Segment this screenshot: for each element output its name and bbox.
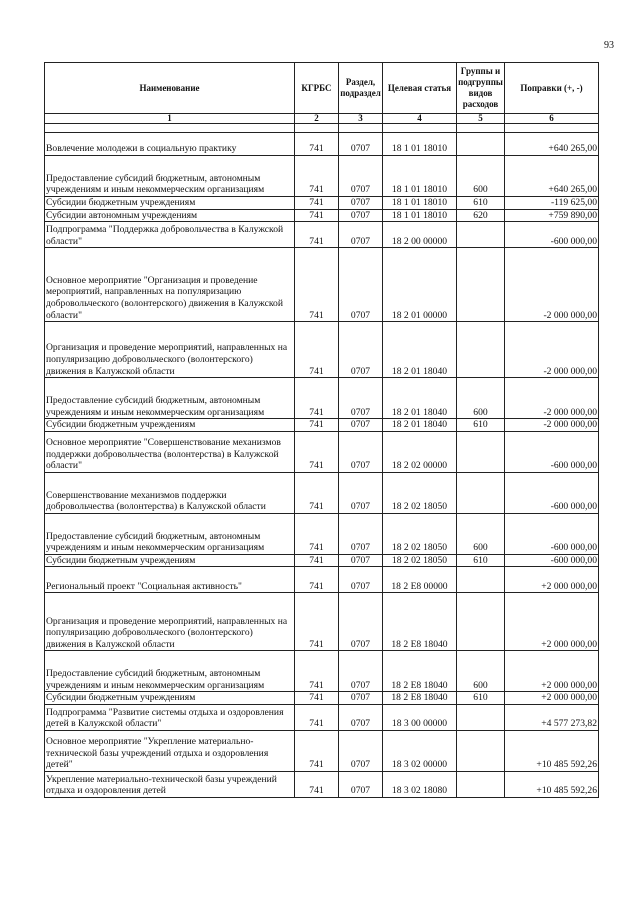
row-name: Региональный проект "Социальная активность": [45, 567, 295, 593]
row-name: Подпрограмма "Поддержка добровольчества в Калужской области": [45, 222, 295, 248]
row-name: Основное мероприятие "Укрепление материально-технической базы учреждений отдыха и оздоровления детей": [45, 730, 295, 771]
header-kgrbs: КГРБС: [295, 63, 339, 114]
row-razdel: 0707: [339, 730, 383, 771]
row-kgrbs: 741: [295, 651, 339, 692]
row-name: Субсидии бюджетным учреждениям: [45, 554, 295, 567]
table-row: [45, 651, 599, 692]
row-amount: -600 000,00: [505, 472, 599, 513]
row-razdel: 0707: [339, 248, 383, 322]
row-target: 18 1 01 18010: [383, 209, 457, 222]
table-row: [45, 209, 599, 222]
column-number: 6: [505, 114, 599, 124]
row-amount: +2 000 000,00: [505, 567, 599, 593]
row-name: Укрепление материально-технической базы учреждений отдыха и оздоровления детей: [45, 771, 295, 797]
row-target: 18 2 02 18050: [383, 472, 457, 513]
row-razdel: 0707: [339, 567, 383, 593]
header-amendments: Поправки (+, -): [505, 63, 599, 114]
row-kgrbs: 741: [295, 378, 339, 419]
row-razdel: 0707: [339, 322, 383, 378]
header-target: Целевая статья: [383, 63, 457, 114]
row-kgrbs: 741: [295, 322, 339, 378]
table-row: [45, 133, 599, 156]
row-amount: -2 000 000,00: [505, 378, 599, 419]
row-amount: -600 000,00: [505, 431, 599, 472]
row-name: Субсидии бюджетным учреждениям: [45, 692, 295, 705]
row-name: Предоставление субсидий бюджетным, автономным учреждениям и иным некоммерческим организациям: [45, 513, 295, 554]
row-group: [457, 222, 505, 248]
table-row: [45, 554, 599, 567]
row-amount: +10 485 592,26: [505, 730, 599, 771]
row-group: 600: [457, 378, 505, 419]
table-row: [45, 197, 599, 210]
row-amount: +640 265,00: [505, 156, 599, 197]
row-group: 610: [457, 554, 505, 567]
row-group: [457, 431, 505, 472]
column-number: 2: [295, 114, 339, 124]
row-target: 18 2 E8 18040: [383, 593, 457, 651]
row-name: Совершенствование механизмов поддержки добровольчества (волонтерства) в Калужской области: [45, 472, 295, 513]
row-kgrbs: 741: [295, 771, 339, 797]
row-amount: -2 000 000,00: [505, 419, 599, 432]
row-name: Предоставление субсидий бюджетным, автономным учреждениям и иным некоммерческим организациям: [45, 378, 295, 419]
row-amount: -600 000,00: [505, 513, 599, 554]
row-razdel: 0707: [339, 431, 383, 472]
row-razdel: 0707: [339, 156, 383, 197]
row-name: Субсидии бюджетным учреждениям: [45, 419, 295, 432]
row-razdel: 0707: [339, 554, 383, 567]
row-name: Организация и проведение мероприятий, направленных на популяризацию добровольческого (волонтерского) движения в Калужской области: [45, 322, 295, 378]
table-row: [45, 431, 599, 472]
row-name: Основное мероприятие "Организация и проведение мероприятий, направленных на популяризацию добровольческого (волонтерского) движения в Калужской области": [45, 248, 295, 322]
row-target: 18 2 02 00000: [383, 431, 457, 472]
table-row: [45, 730, 599, 771]
row-group: 610: [457, 419, 505, 432]
header-groups: Группы и подгруппы видов расходов: [457, 63, 505, 114]
row-group: [457, 472, 505, 513]
row-group: [457, 704, 505, 730]
row-target: 18 2 01 18040: [383, 322, 457, 378]
table-row: [45, 771, 599, 797]
row-group: 620: [457, 209, 505, 222]
row-group: [457, 133, 505, 156]
row-group: 610: [457, 692, 505, 705]
column-number: 1: [45, 114, 295, 124]
row-razdel: 0707: [339, 209, 383, 222]
row-group: [457, 771, 505, 797]
row-amount: +2 000 000,00: [505, 651, 599, 692]
row-name: Предоставление субсидий бюджетным, автономным учреждениям и иным некоммерческим организациям: [45, 651, 295, 692]
row-razdel: 0707: [339, 419, 383, 432]
table-row: [45, 513, 599, 554]
row-kgrbs: 741: [295, 513, 339, 554]
row-name: Вовлечение молодежи в социальную практику: [45, 133, 295, 156]
row-kgrbs: 741: [295, 197, 339, 210]
row-kgrbs: 741: [295, 472, 339, 513]
table-row: [45, 704, 599, 730]
row-group: [457, 730, 505, 771]
row-amount: -119 625,00: [505, 197, 599, 210]
row-target: 18 2 01 18040: [383, 419, 457, 432]
table-row: [45, 472, 599, 513]
row-name: Организация и проведение мероприятий, направленных на популяризацию добровольческого (волонтерского) движения в Калужской области: [45, 593, 295, 651]
row-razdel: 0707: [339, 222, 383, 248]
header-name: Наименование: [45, 63, 295, 114]
row-target: 18 2 02 18050: [383, 554, 457, 567]
row-razdel: 0707: [339, 651, 383, 692]
row-target: 18 1 01 18010: [383, 156, 457, 197]
row-razdel: 0707: [339, 704, 383, 730]
row-kgrbs: 741: [295, 248, 339, 322]
row-target: 18 1 01 18010: [383, 197, 457, 210]
table-row: [45, 322, 599, 378]
row-amount: +2 000 000,00: [505, 692, 599, 705]
row-group: 610: [457, 197, 505, 210]
row-group: [457, 593, 505, 651]
row-kgrbs: 741: [295, 209, 339, 222]
table-row: [45, 378, 599, 419]
row-razdel: 0707: [339, 513, 383, 554]
row-name: Основное мероприятие "Совершенствование механизмов поддержки добровольчества (волонтерства) в Калужской области": [45, 431, 295, 472]
row-target: 18 2 00 00000: [383, 222, 457, 248]
table-row: [45, 248, 599, 322]
row-amount: +10 485 592,26: [505, 771, 599, 797]
row-group: 600: [457, 156, 505, 197]
column-number: 3: [339, 114, 383, 124]
row-kgrbs: 741: [295, 567, 339, 593]
row-kgrbs: 741: [295, 133, 339, 156]
row-amount: -600 000,00: [505, 222, 599, 248]
row-name: Подпрограмма "Развитие системы отдыха и оздоровления детей в Калужской области": [45, 704, 295, 730]
row-amount: -2 000 000,00: [505, 248, 599, 322]
row-group: [457, 322, 505, 378]
row-target: 18 2 01 00000: [383, 248, 457, 322]
row-group: [457, 567, 505, 593]
row-kgrbs: 741: [295, 554, 339, 567]
row-razdel: 0707: [339, 593, 383, 651]
row-target: 18 2 E8 00000: [383, 567, 457, 593]
row-amount: -2 000 000,00: [505, 322, 599, 378]
row-kgrbs: 741: [295, 692, 339, 705]
row-name: Субсидии автономным учреждениям: [45, 209, 295, 222]
row-kgrbs: 741: [295, 222, 339, 248]
row-kgrbs: 741: [295, 419, 339, 432]
table-row: [45, 222, 599, 248]
row-kgrbs: 741: [295, 156, 339, 197]
row-razdel: 0707: [339, 133, 383, 156]
row-amount: +640 265,00: [505, 133, 599, 156]
row-razdel: 0707: [339, 472, 383, 513]
row-kgrbs: 741: [295, 704, 339, 730]
page-number: 93: [604, 40, 614, 51]
row-amount: +2 000 000,00: [505, 593, 599, 651]
table-row: [45, 567, 599, 593]
row-target: 18 2 02 18050: [383, 513, 457, 554]
table-row: [45, 692, 599, 705]
row-target: 18 1 01 18010: [383, 133, 457, 156]
table-row: [45, 156, 599, 197]
row-name: Предоставление субсидий бюджетным, автономным учреждениям и иным некоммерческим организациям: [45, 156, 295, 197]
row-name: Субсидии бюджетным учреждениям: [45, 197, 295, 210]
row-group: 600: [457, 651, 505, 692]
row-amount: +4 577 273,82: [505, 704, 599, 730]
row-group: [457, 248, 505, 322]
table-header-row: [45, 63, 599, 114]
column-number: 4: [383, 114, 457, 124]
row-kgrbs: 741: [295, 730, 339, 771]
column-number: 5: [457, 114, 505, 124]
table-row: [45, 593, 599, 651]
budget-amendments-table: [44, 62, 599, 798]
row-amount: -600 000,00: [505, 554, 599, 567]
row-razdel: 0707: [339, 378, 383, 419]
row-target: 18 3 02 00000: [383, 730, 457, 771]
row-target: 18 2 01 18040: [383, 378, 457, 419]
row-razdel: 0707: [339, 692, 383, 705]
row-group: 600: [457, 513, 505, 554]
row-amount: +759 890,00: [505, 209, 599, 222]
spacer-row: [45, 124, 599, 133]
row-razdel: 0707: [339, 197, 383, 210]
row-target: 18 2 E8 18040: [383, 651, 457, 692]
header-razdel: Раздел, подраздел: [339, 63, 383, 114]
row-kgrbs: 741: [295, 431, 339, 472]
row-razdel: 0707: [339, 771, 383, 797]
row-target: 18 3 00 00000: [383, 704, 457, 730]
table-row: [45, 419, 599, 432]
row-target: 18 3 02 18080: [383, 771, 457, 797]
row-kgrbs: 741: [295, 593, 339, 651]
row-target: 18 2 E8 18040: [383, 692, 457, 705]
column-number-row: [45, 114, 599, 124]
